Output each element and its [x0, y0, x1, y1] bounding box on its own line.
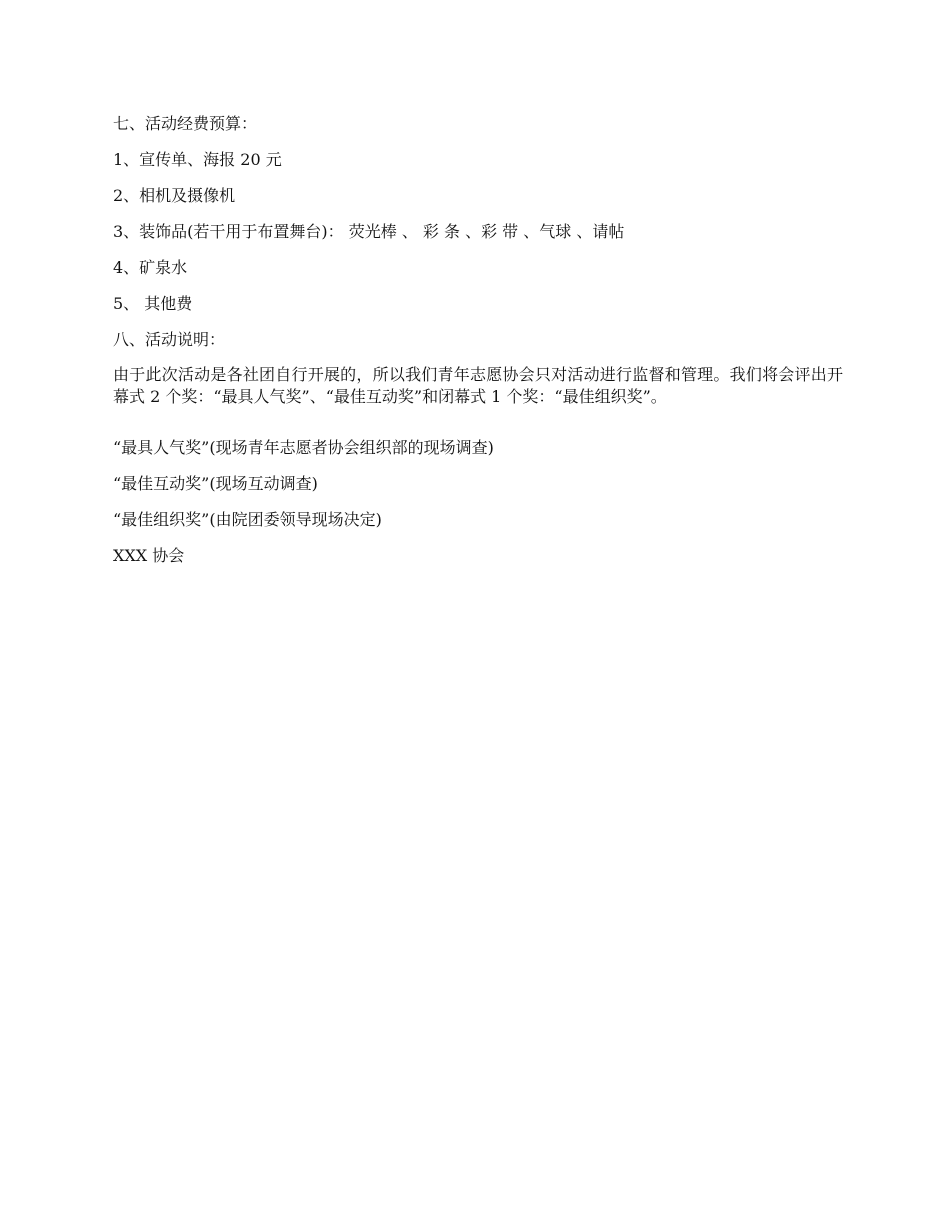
section-heading-budget: 七、活动经费预算：	[113, 114, 258, 133]
award-popularity: “最具人气奖”(现场青年志愿者协会组织部的现场调查)	[113, 438, 494, 457]
award-interaction: “最佳互动奖”(现场互动调查)	[113, 474, 318, 493]
budget-item-other: 5、 其他费	[113, 294, 193, 313]
explanation-paragraph-block	[113, 364, 843, 436]
budget-item-decorations: 3、装饰品(若干用于布置舞台)： 荧光棒 、 彩 条 、彩 带 、气球 、请帖	[113, 222, 625, 241]
explanation-paragraph: 由于此次活动是各社团自行开展的，所以我们青年志愿协会只对活动进行监督和管理。我们将会评出开幕式 2 个奖：“最具人气奖”、“最佳互动奖”和闭幕式 1 个奖：“最佳组织奖”。	[113, 365, 843, 406]
budget-item-flyers: 1、宣传单、海报 20 元	[113, 150, 282, 169]
budget-item-camera: 2、相机及摄像机	[113, 186, 236, 205]
section-heading-explanation: 八、活动说明：	[113, 330, 226, 349]
signature: XXX 协会	[113, 546, 185, 565]
award-organization: “最佳组织奖”(由院团委领导现场决定)	[113, 510, 382, 529]
document-page	[113, 112, 843, 580]
budget-item-water: 4、矿泉水	[113, 258, 188, 277]
